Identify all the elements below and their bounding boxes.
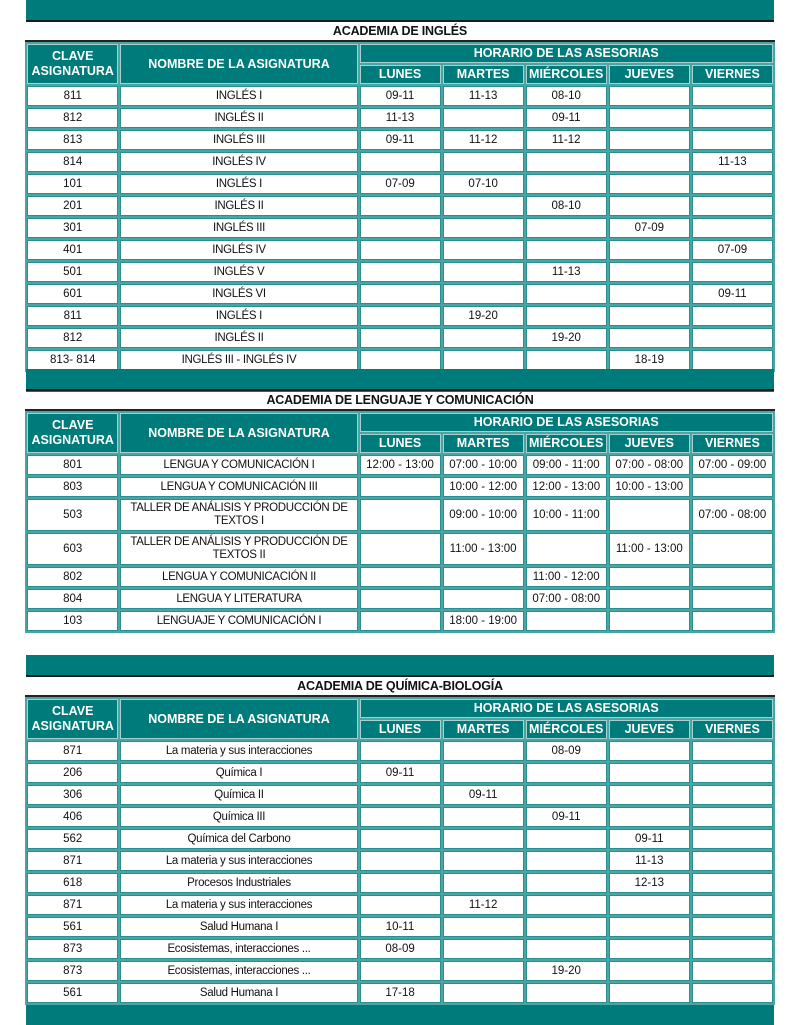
- header-nombre: NOMBRE DE LA ASIGNATURA: [120, 413, 357, 453]
- schedule-cell: [526, 851, 607, 871]
- schedule-cell: [692, 196, 773, 216]
- schedule-cell: [692, 785, 773, 805]
- schedule-cell: [526, 763, 607, 783]
- schedule-cell: 11-13: [526, 262, 607, 282]
- schedule-cell: 07:00 - 10:00: [443, 455, 524, 475]
- schedule-cell: [360, 350, 441, 370]
- clave-cell: 802: [27, 567, 118, 587]
- schedule-cell: [360, 240, 441, 260]
- table-row: [27, 86, 773, 106]
- clave-cell: 812: [27, 108, 118, 128]
- schedule-cell: 09-11: [692, 284, 773, 304]
- schedule-cell: [692, 218, 773, 238]
- schedule-cell: [692, 807, 773, 827]
- table-row: [27, 328, 773, 348]
- clave-cell: 601: [27, 284, 118, 304]
- schedule-cell: [360, 284, 441, 304]
- table-row: [27, 785, 773, 805]
- schedule-table: [25, 409, 775, 633]
- schedule-cell: [443, 196, 524, 216]
- clave-cell: 618: [27, 873, 118, 893]
- header-day: LUNES: [360, 720, 441, 739]
- schedule-cell: [609, 174, 690, 194]
- schedule-cell: [443, 567, 524, 587]
- schedule-cell: [443, 240, 524, 260]
- table-row: [27, 455, 773, 475]
- table-row: [27, 807, 773, 827]
- table-row: [27, 829, 773, 849]
- schedule-cell: [692, 851, 773, 871]
- schedule-cell: 07:00 - 09:00: [692, 455, 773, 475]
- schedule-cell: 11-13: [443, 86, 524, 106]
- schedule-cell: 11-13: [360, 108, 441, 128]
- schedule-cell: [443, 262, 524, 282]
- schedule-cell: [692, 533, 773, 565]
- header-day: VIERNES: [692, 434, 773, 453]
- table-row: [27, 983, 773, 1003]
- schedule-cell: [609, 895, 690, 915]
- schedule-cell: [692, 983, 773, 1003]
- schedule-cell: [692, 829, 773, 849]
- schedule-cell: [360, 873, 441, 893]
- table-row: [27, 917, 773, 937]
- schedule-cell: 19-20: [526, 328, 607, 348]
- schedule-cell: 07-09: [692, 240, 773, 260]
- header-nombre: NOMBRE DE LA ASIGNATURA: [120, 699, 357, 739]
- table-row: [27, 152, 773, 172]
- clave-cell: 406: [27, 807, 118, 827]
- clave-cell: 871: [27, 741, 118, 761]
- schedule-cell: [526, 983, 607, 1003]
- schedule-cell: 09-11: [443, 785, 524, 805]
- schedule-cell: 07-10: [443, 174, 524, 194]
- schedule-cell: [609, 983, 690, 1003]
- table-row: [27, 851, 773, 871]
- header-day: MARTES: [443, 720, 524, 739]
- schedule-cell: [360, 567, 441, 587]
- schedule-cell: [692, 961, 773, 981]
- schedule-cell: [609, 499, 690, 531]
- schedule-cell: [360, 785, 441, 805]
- schedule-cell: 07-09: [609, 218, 690, 238]
- clave-cell: 561: [27, 917, 118, 937]
- clave-cell: 814: [27, 152, 118, 172]
- schedule-cell: [526, 174, 607, 194]
- clave-cell: 804: [27, 589, 118, 609]
- schedule-cell: [609, 284, 690, 304]
- header-day: JUEVES: [609, 434, 690, 453]
- schedule-cell: 09-11: [526, 807, 607, 827]
- schedule-cell: [360, 328, 441, 348]
- schedule-cell: 09:00 - 11:00: [526, 455, 607, 475]
- nombre-cell: Química del Carbono: [120, 829, 357, 849]
- schedule-cell: [609, 567, 690, 587]
- clave-cell: 206: [27, 763, 118, 783]
- schedule-cell: [443, 350, 524, 370]
- clave-cell: 103: [27, 611, 118, 631]
- clave-cell: 871: [27, 895, 118, 915]
- nombre-cell: Salud Humana I: [120, 983, 357, 1003]
- schedule-cell: [443, 108, 524, 128]
- nombre-cell: INGLÉS IV: [120, 240, 357, 260]
- schedule-cell: 11-13: [609, 851, 690, 871]
- clave-cell: 873: [27, 961, 118, 981]
- schedule-cell: [360, 218, 441, 238]
- schedule-cell: [692, 86, 773, 106]
- schedule-cell: [360, 589, 441, 609]
- schedule-cell: [609, 961, 690, 981]
- schedule-cell: [692, 130, 773, 150]
- schedule-cell: 11:00 - 13:00: [443, 533, 524, 565]
- table-row: [27, 499, 773, 531]
- schedule-cell: [609, 130, 690, 150]
- table-row: [27, 763, 773, 783]
- nombre-cell: Procesos Industriales: [120, 873, 357, 893]
- schedule-cell: [609, 262, 690, 282]
- clave-cell: 603: [27, 533, 118, 565]
- header-day: LUNES: [360, 434, 441, 453]
- table-row: [27, 873, 773, 893]
- schedule-cell: [360, 807, 441, 827]
- clave-cell: 801: [27, 455, 118, 475]
- header-day: MIÉRCOLES: [526, 720, 607, 739]
- header-day: MARTES: [443, 434, 524, 453]
- schedule-cell: 08-09: [360, 939, 441, 959]
- schedule-cell: [360, 961, 441, 981]
- schedule-cell: [443, 218, 524, 238]
- schedule-cell: [443, 284, 524, 304]
- table-row: [27, 741, 773, 761]
- schedule-cell: [360, 611, 441, 631]
- table-row: [27, 108, 773, 128]
- table-row: [27, 567, 773, 587]
- clave-cell: 811: [27, 306, 118, 326]
- clave-cell: 813- 814: [27, 350, 118, 370]
- nombre-cell: LENGUAJE Y COMUNICACIÓN I: [120, 611, 357, 631]
- nombre-cell: Ecosistemas, interacciones ...: [120, 939, 357, 959]
- table-row: [27, 939, 773, 959]
- header-clave: CLAVE ASIGNATURA: [27, 44, 118, 84]
- academy-title: ACADEMIA DE INGLÉS: [332, 24, 468, 38]
- schedule-cell: 07:00 - 08:00: [526, 589, 607, 609]
- header-horario: HORARIO DE LAS ASESORIAS: [360, 413, 773, 432]
- schedule-cell: [526, 284, 607, 304]
- schedule-cell: [692, 328, 773, 348]
- header-horario: HORARIO DE LAS ASESORIAS: [360, 699, 773, 718]
- nombre-cell: LENGUA Y LITERATURA: [120, 589, 357, 609]
- nombre-cell: INGLÉS II: [120, 328, 357, 348]
- schedule-cell: [692, 174, 773, 194]
- nombre-cell: INGLÉS III: [120, 218, 357, 238]
- schedule-cell: [692, 741, 773, 761]
- schedule-cell: [692, 917, 773, 937]
- schedule-cell: [443, 917, 524, 937]
- schedule-cell: 11-12: [443, 895, 524, 915]
- table-row: [27, 196, 773, 216]
- nombre-cell: INGLÉS I: [120, 86, 357, 106]
- clave-cell: 803: [27, 477, 118, 497]
- clave-cell: 301: [27, 218, 118, 238]
- header-clave: CLAVE ASIGNATURA: [27, 699, 118, 739]
- schedule-cell: 11:00 - 12:00: [526, 567, 607, 587]
- nombre-cell: La materia y sus interacciones: [120, 741, 357, 761]
- schedule-cell: [526, 240, 607, 260]
- schedule-cell: [609, 917, 690, 937]
- nombre-cell: La materia y sus interacciones: [120, 851, 357, 871]
- clave-cell: 812: [27, 328, 118, 348]
- clave-cell: 562: [27, 829, 118, 849]
- table-row: [27, 284, 773, 304]
- header-day: MIÉRCOLES: [526, 65, 607, 84]
- schedule-cell: [609, 240, 690, 260]
- clave-cell: 811: [27, 86, 118, 106]
- table-row: [27, 533, 773, 565]
- nombre-cell: INGLÉS III - INGLÉS IV: [120, 350, 357, 370]
- schedule-cell: [443, 152, 524, 172]
- nombre-cell: INGLÉS IV: [120, 152, 357, 172]
- schedule-table: [25, 695, 775, 1005]
- schedule-cell: [692, 589, 773, 609]
- schedule-table: [25, 40, 775, 372]
- table-row: [27, 350, 773, 370]
- schedule-cell: [609, 108, 690, 128]
- schedule-cell: [526, 873, 607, 893]
- schedule-cell: 12:00 - 13:00: [360, 455, 441, 475]
- schedule-cell: [443, 961, 524, 981]
- nombre-cell: TALLER DE ANÁLISIS Y PRODUCCIÓN DE TEXTOS I: [120, 499, 357, 531]
- clave-cell: 561: [27, 983, 118, 1003]
- schedule-cell: 09-11: [360, 86, 441, 106]
- nombre-cell: Química I: [120, 763, 357, 783]
- schedule-cell: [526, 917, 607, 937]
- schedule-cell: 09-11: [609, 829, 690, 849]
- section-bottom-bar: [26, 1005, 774, 1025]
- schedule-cell: [360, 196, 441, 216]
- academy-section: [26, 369, 774, 633]
- table-row: [27, 174, 773, 194]
- schedule-cell: [443, 589, 524, 609]
- clave-cell: 306: [27, 785, 118, 805]
- schedule-cell: 09-11: [360, 763, 441, 783]
- schedule-cell: [443, 741, 524, 761]
- schedule-cell: 10:00 - 13:00: [609, 477, 690, 497]
- schedule-cell: 12-13: [609, 873, 690, 893]
- schedule-cell: 11-12: [526, 130, 607, 150]
- schedule-cell: 18-19: [609, 350, 690, 370]
- schedule-cell: 07:00 - 08:00: [609, 455, 690, 475]
- schedule-cell: [526, 350, 607, 370]
- nombre-cell: Salud Humana I: [120, 917, 357, 937]
- clave-cell: 401: [27, 240, 118, 260]
- schedule-cell: [609, 807, 690, 827]
- schedule-cell: 11:00 - 13:00: [609, 533, 690, 565]
- table-row: [27, 130, 773, 150]
- schedule-cell: [360, 262, 441, 282]
- schedule-cell: [443, 763, 524, 783]
- schedule-cell: 19-20: [443, 306, 524, 326]
- schedule-cell: [609, 611, 690, 631]
- schedule-cell: 08-10: [526, 196, 607, 216]
- schedule-cell: 18:00 - 19:00: [443, 611, 524, 631]
- schedule-cell: [526, 829, 607, 849]
- schedule-cell: [609, 328, 690, 348]
- clave-cell: 813: [27, 130, 118, 150]
- schedule-cell: 10-11: [360, 917, 441, 937]
- schedule-cell: [692, 895, 773, 915]
- nombre-cell: LENGUA Y COMUNICACIÓN I: [120, 455, 357, 475]
- schedule-cell: 19-20: [526, 961, 607, 981]
- table-row: [27, 477, 773, 497]
- schedule-cell: [360, 152, 441, 172]
- nombre-cell: INGLÉS III: [120, 130, 357, 150]
- schedule-cell: [609, 741, 690, 761]
- schedule-cell: 08-09: [526, 741, 607, 761]
- header-nombre: NOMBRE DE LA ASIGNATURA: [120, 44, 357, 84]
- schedule-cell: 09:00 - 10:00: [443, 499, 524, 531]
- nombre-cell: INGLÉS I: [120, 174, 357, 194]
- nombre-cell: Química III: [120, 807, 357, 827]
- schedule-cell: [609, 939, 690, 959]
- schedule-cell: [526, 785, 607, 805]
- schedule-cell: 09-11: [360, 130, 441, 150]
- schedule-cell: [360, 477, 441, 497]
- header-day: MIÉRCOLES: [526, 434, 607, 453]
- schedule-cell: [692, 477, 773, 497]
- schedule-cell: [609, 306, 690, 326]
- schedule-cell: [526, 218, 607, 238]
- clave-cell: 101: [27, 174, 118, 194]
- schedule-cell: [443, 829, 524, 849]
- schedule-cell: 08-10: [526, 86, 607, 106]
- schedule-cell: [609, 152, 690, 172]
- schedule-cell: [443, 851, 524, 871]
- clave-cell: 503: [27, 499, 118, 531]
- schedule-cell: [360, 829, 441, 849]
- schedule-cell: [360, 741, 441, 761]
- schedule-cell: [443, 939, 524, 959]
- schedule-cell: [692, 763, 773, 783]
- schedule-cell: [609, 785, 690, 805]
- section-top-bar: [26, 655, 774, 677]
- nombre-cell: INGLÉS V: [120, 262, 357, 282]
- schedule-cell: 12:00 - 13:00: [526, 477, 607, 497]
- schedule-cell: [360, 895, 441, 915]
- section-top-bar: [26, 369, 774, 391]
- schedule-cell: [692, 350, 773, 370]
- schedule-cell: [526, 152, 607, 172]
- schedule-cell: 07-09: [360, 174, 441, 194]
- header-day: MARTES: [443, 65, 524, 84]
- nombre-cell: LENGUA Y COMUNICACIÓN II: [120, 567, 357, 587]
- schedule-cell: [526, 895, 607, 915]
- schedule-cell: [443, 328, 524, 348]
- schedule-cell: [443, 983, 524, 1003]
- nombre-cell: LENGUA Y COMUNICACIÓN III: [120, 477, 357, 497]
- schedule-cell: [692, 567, 773, 587]
- nombre-cell: INGLÉS II: [120, 196, 357, 216]
- header-day: JUEVES: [609, 65, 690, 84]
- schedule-cell: [692, 306, 773, 326]
- schedule-cell: [609, 763, 690, 783]
- section-top-bar: [26, 0, 774, 22]
- table-row: [27, 589, 773, 609]
- nombre-cell: TALLER DE ANÁLISIS Y PRODUCCIÓN DE TEXTOS II: [120, 533, 357, 565]
- academy-section: [26, 0, 774, 392]
- schedule-cell: [609, 196, 690, 216]
- schedule-cell: [360, 533, 441, 565]
- clave-cell: 201: [27, 196, 118, 216]
- header-day: VIERNES: [692, 720, 773, 739]
- schedule-cell: [692, 873, 773, 893]
- schedule-cell: [526, 611, 607, 631]
- academy-section: [26, 655, 774, 1025]
- clave-cell: 501: [27, 262, 118, 282]
- schedule-cell: [692, 611, 773, 631]
- schedule-cell: [360, 851, 441, 871]
- nombre-cell: INGLÉS VI: [120, 284, 357, 304]
- header-day: VIERNES: [692, 65, 773, 84]
- schedule-cell: [609, 589, 690, 609]
- schedule-cell: 10:00 - 11:00: [526, 499, 607, 531]
- header-clave: CLAVE ASIGNATURA: [27, 413, 118, 453]
- table-row: [27, 611, 773, 631]
- academy-title: ACADEMIA DE LENGUAJE Y COMUNICACIÓN: [266, 393, 534, 407]
- nombre-cell: Química II: [120, 785, 357, 805]
- table-row: [27, 262, 773, 282]
- header-day: JUEVES: [609, 720, 690, 739]
- schedule-cell: [692, 262, 773, 282]
- nombre-cell: Ecosistemas, interacciones ...: [120, 961, 357, 981]
- schedule-cell: [526, 939, 607, 959]
- schedule-cell: [526, 306, 607, 326]
- table-row: [27, 961, 773, 981]
- schedule-cell: 17-18: [360, 983, 441, 1003]
- clave-cell: 871: [27, 851, 118, 871]
- schedule-cell: [360, 499, 441, 531]
- schedule-cell: [609, 86, 690, 106]
- table-row: [27, 895, 773, 915]
- schedule-cell: 11-13: [692, 152, 773, 172]
- schedule-cell: [443, 807, 524, 827]
- schedule-cell: [360, 306, 441, 326]
- schedule-cell: [692, 939, 773, 959]
- table-row: [27, 306, 773, 326]
- nombre-cell: INGLÉS I: [120, 306, 357, 326]
- clave-cell: 873: [27, 939, 118, 959]
- academy-title: ACADEMIA DE QUÍMICA-BIOLOGÍA: [297, 679, 503, 693]
- schedule-cell: 10:00 - 12:00: [443, 477, 524, 497]
- header-day: LUNES: [360, 65, 441, 84]
- schedule-cell: [526, 533, 607, 565]
- schedule-cell: 07:00 - 08:00: [692, 499, 773, 531]
- nombre-cell: INGLÉS II: [120, 108, 357, 128]
- table-row: [27, 240, 773, 260]
- schedule-cell: [443, 873, 524, 893]
- schedule-cell: 09-11: [526, 108, 607, 128]
- schedule-cell: 11-12: [443, 130, 524, 150]
- table-row: [27, 218, 773, 238]
- header-horario: HORARIO DE LAS ASESORIAS: [360, 44, 773, 63]
- nombre-cell: La materia y sus interacciones: [120, 895, 357, 915]
- schedule-cell: [692, 108, 773, 128]
